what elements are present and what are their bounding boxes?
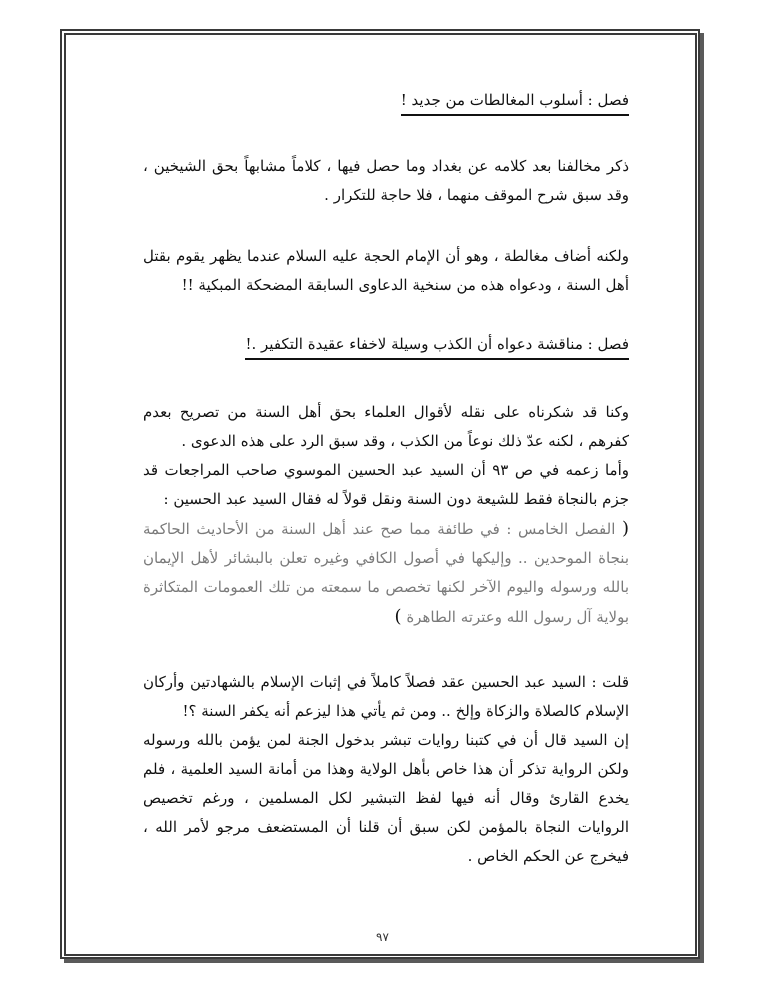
page-number: ٩٧ <box>376 930 389 944</box>
paragraph-4: وأما زعمه في ص ٩٣ أن السيد عبد الحسين الموسوي صاحب المراجعات قد جزم بالنجاة فقط للشيعة دون السنة ونقل قولاً له فقال السيد عبد الحسين : <box>143 461 629 508</box>
quote-text: الفصل الخامس : في طائفة مما صح عند أهل السنة من الأحاديث الحاكمة بنجاة الموحدين .. وإليكها في أصول الكافي وغيره تعلن بالبشائر لأهل الإيمان بالله ورسوله واليوم الآخر لكنها تخصص ما سمعته من تلك العمومات المتكاثرة بولاية آل رسول الله وعترته الطاهرة <box>143 520 629 626</box>
quote-close-paren: ) <box>394 606 402 627</box>
paragraph-5: قلت : السيد عبد الحسين عقد فصلاً كاملاً في إثبات الإسلام بالشهادتين وأركان الإسلام كالصلاة والزكاة وإلخ .. ومن ثم يأتي هذا ليزعم أنه يكفر السنة ؟! <box>143 673 629 720</box>
section-heading-2-text: فصل : مناقشة دعواه أن الكذب وسيلة لاخفاء عقيدة التكفير .! <box>245 332 629 360</box>
paragraph-6: إن السيد قال أن في كتبنا روايات تبشر بدخول الجنة لمن يؤمن بالله ورسوله ولكن الرواية تذكر أن هذا خاص بأهل الولاية وهذا من أمانة السيد العلمية ، فلم يخدع القارئ وقال أنه فيها لفظ التبشير لكل المسلمين ، ورغم تخصيص الروايات النجاة بالمؤمن لكن سبق أن قلنا أن المستضعف مرجو لأمر الله ، فيخرج عن الحكم الخاص . <box>143 731 629 865</box>
section-heading-1-text: فصل : أسلوب المغالطات من جديد ! <box>401 88 629 116</box>
paragraph-2: ولكنه أضاف مغالطة ، وهو أن الإمام الحجة عليه السلام عندما يظهر يقوم بقتل أهل السنة ، ودعواه هذه من سنخية الدعاوى السابقة المضحكة المبكية !! <box>143 247 629 294</box>
section-heading-2 <box>143 330 629 360</box>
quote-open-paren: ( <box>621 518 629 539</box>
section-heading-1 <box>143 86 629 116</box>
paragraph-3: وكنا قد شكرناه على نقله لأقوال العلماء بحق أهل السنة من تصريح بعدم كفرهم ، لكنه عدّ ذلك نوعاً من الكذب ، وقد سبق الرد على هذه الدعوى . <box>143 403 629 450</box>
quoted-passage <box>143 514 629 632</box>
document-body <box>143 80 629 871</box>
paragraph-1: ذكر مخالفنا بعد كلامه عن بغداد وما حصل فيها ، كلاماً مشابهاً بحق الشيخين ، وقد سبق شرح الموقف منهما ، فلا حاجة للتكرار . <box>143 157 629 204</box>
